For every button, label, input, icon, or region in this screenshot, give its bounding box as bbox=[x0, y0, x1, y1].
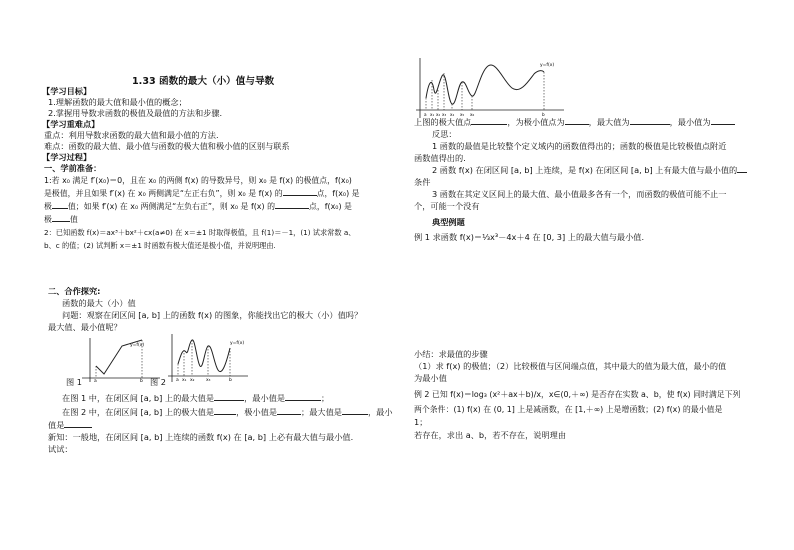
prep-line-3 bbox=[44, 202, 352, 213]
blank bbox=[52, 208, 68, 209]
obs-1-end: ； bbox=[321, 393, 330, 403]
observation-1 bbox=[62, 393, 329, 404]
example-1: 例 1 求函数 f(x)＝⅓x³－4x＋4 在 [0, 3] 上的最大值与最小值. bbox=[414, 232, 645, 242]
obs-2-mid3: ，最小 bbox=[367, 407, 393, 417]
fig2-label-x3: x₃ bbox=[206, 378, 211, 383]
blank bbox=[342, 414, 368, 415]
prep-line-3-a: 极 bbox=[44, 202, 52, 211]
fig2-label-x2: x₂ bbox=[190, 378, 195, 383]
graph-tick-x6: x₆ bbox=[470, 112, 475, 117]
prep-line-2 bbox=[44, 189, 360, 200]
fig1-label-a: a bbox=[94, 379, 97, 384]
obs-1-mid: ，最小值是 bbox=[244, 393, 286, 403]
blank bbox=[214, 414, 236, 415]
graph-tick-a: a bbox=[424, 112, 427, 117]
prep-line-3-mid: 值；如果 f′(x) 在 x₀ 两侧满足“左负右正”，则 x₀ 是 f(x) 的 bbox=[67, 202, 275, 211]
prep-line-2-tail: 点，f(x₀) 是 bbox=[316, 189, 360, 198]
fig2-label-b: b bbox=[229, 378, 232, 383]
fig2-label-a: a bbox=[176, 378, 179, 383]
coop-subtitle: 函数的最大（小）值 bbox=[62, 298, 136, 308]
prep-line-4 bbox=[44, 215, 78, 226]
goal-2: 2.掌握用导数求函数的极值及最值的方法和步骤. bbox=[48, 108, 223, 118]
fig1-label-b: b bbox=[140, 379, 143, 384]
reflection-1a: 1 函数的最值是比较整个定义域内的函数值得出的；函数的极值是比较极值点附近 bbox=[432, 141, 727, 151]
section-key: 【学习重难点】 bbox=[42, 119, 100, 129]
right-line-1-text: 上图的极大值点 bbox=[414, 117, 472, 127]
figure-1-graph bbox=[82, 338, 162, 382]
extremum-graph bbox=[416, 58, 566, 118]
example-2-line-4: 若存在，求出 a、b，若不存在，说明理由 bbox=[414, 430, 567, 440]
goal-1: 1.理解函数的最大值和最小值的概念； bbox=[48, 97, 187, 107]
key-focus: 重点：利用导数求函数的最大值和最小值的方法. bbox=[44, 130, 219, 140]
blank bbox=[630, 124, 670, 125]
blank bbox=[471, 124, 507, 125]
prep-line-2-text: 是极值，并且如果 f′(x) 在 x₀ 两侧满足“左正右负”，则 x₀ 是 f(x) 的 bbox=[44, 189, 283, 198]
reflection-3a: 3 函数在其定义区间上的最大值、最小值最多各有一个，而函数的极值可能不止一 bbox=[432, 189, 727, 199]
blank bbox=[275, 208, 309, 209]
graph-curve-label: y=f(x) bbox=[540, 63, 555, 68]
observation-2 bbox=[62, 407, 393, 418]
blank bbox=[285, 400, 321, 401]
prep-line-1: 1:若 x₀ 满足 f′(x₀)＝0，且在 x₀ 的两侧 f(x) 的导数异号，则 x₀ 是 f(x) 的极值点，f(x₀) bbox=[44, 176, 352, 185]
prep-2-line-2: b、c 的值；(2) 试判断 x＝±1 时函数有极大值还是极小值，并说明理由. bbox=[44, 241, 276, 250]
blank bbox=[64, 427, 92, 428]
blank bbox=[277, 414, 301, 415]
obs-2-mid: ，极小值是 bbox=[236, 407, 278, 417]
obs-3-text: 值是 bbox=[48, 420, 65, 430]
fig2-curve-label: y=f(x) bbox=[230, 341, 245, 346]
section-process: 【学习过程】 bbox=[42, 152, 92, 162]
examples-title: 典型例题 bbox=[432, 217, 465, 227]
right-line-1-mid2: ，最大值为 bbox=[588, 117, 630, 127]
summary-1: （1）求 f(x) 的极值；（2）比较极值与区间端点值，其中最大的值为最大值，最小的值 bbox=[414, 361, 727, 371]
obs-1-text: 在图 1 中，在闭区间 [a, b] 上的最大值是 bbox=[62, 393, 215, 403]
example-2-line-3: 1； bbox=[414, 417, 428, 427]
right-line-1-mid3: ，最小值为 bbox=[669, 117, 711, 127]
graph-tick-x2: x₂ bbox=[436, 112, 441, 117]
graph-tick-x1: x₁ bbox=[430, 112, 435, 117]
obs-2-text: 在图 2 中，在闭区间 [a, b] 上的极大值是 bbox=[62, 407, 215, 417]
page-title: 1.33 函数的最大（小）值与导数 bbox=[132, 76, 275, 87]
graph-tick-x4: x₄ bbox=[450, 112, 455, 117]
summary-title: 小结：求最值的步骤 bbox=[414, 349, 488, 359]
coop-title: 二、合作探究: bbox=[48, 286, 101, 296]
obs-2-mid2: ；最大值是 bbox=[301, 407, 342, 417]
try-it: 试试： bbox=[48, 444, 73, 454]
fig2-curve bbox=[178, 340, 230, 372]
summary-2: 为最小值 bbox=[414, 373, 447, 383]
reflection-1b: 函数值得出的. bbox=[414, 153, 466, 163]
fig2-label-x1: x₁ bbox=[182, 378, 187, 383]
reflection-3b: 个，可能一个没有 bbox=[414, 201, 480, 211]
blank bbox=[737, 172, 747, 173]
figure-2-caption: 图 2 bbox=[150, 377, 166, 387]
prep-2-line-1: 2：已知函数 f(x)＝ax³＋bx²＋cx(a≠0) 在 x＝±1 时取得极值，且 f(1)＝－1，(1) 试求常数 a、 bbox=[44, 228, 356, 237]
blank bbox=[214, 400, 244, 401]
blank bbox=[283, 195, 317, 196]
reflection-2b: 条件 bbox=[414, 177, 431, 187]
figure-1-caption: 图 1 bbox=[66, 377, 82, 387]
reflection-2 bbox=[432, 165, 747, 176]
prep-line-4-tail: 值 bbox=[69, 215, 78, 224]
figure-2-graph bbox=[168, 334, 248, 382]
reflection-2-text: 2 函数 f(x) 在闭区间 [a, b] 上连续，是 f(x) 在闭区间 [a, b] 上有最大值与最小值的 bbox=[432, 165, 738, 175]
graph-tick-x5: x₅ bbox=[460, 112, 465, 117]
right-line-1 bbox=[414, 117, 735, 128]
question-line-2: 最大值、最小值呢？ bbox=[48, 322, 122, 332]
blank bbox=[52, 221, 70, 222]
prep-title: 一、学前准备： bbox=[44, 163, 102, 173]
example-2-line-1: 例 2 已知 f(x)＝log₃ (x²＋ax＋b)/x，x∈(0,＋∞) 是否存在实数 a、b，使 f(x) 同时满足下列 bbox=[414, 390, 741, 399]
right-line-1-mid: ，为极小值点为 bbox=[507, 117, 565, 127]
graph-tick-x3: x₃ bbox=[442, 112, 447, 117]
graph-tick-b: b bbox=[542, 112, 545, 117]
fig1-curve-label: y=f(x) bbox=[130, 343, 145, 348]
reflection-title: 反思： bbox=[432, 129, 457, 139]
prep-line-3-tail: 点，f(x₀) 是 bbox=[308, 202, 352, 211]
observation-3 bbox=[48, 420, 92, 431]
prep-line-4-a: 极 bbox=[44, 215, 52, 224]
question-line-1: 问题：观察在闭区间 [a, b] 上的函数 f(x) 的图象，你能找出它的极大（小）值吗？ bbox=[62, 310, 363, 320]
section-goals: 【学习目标】 bbox=[42, 86, 92, 96]
new-knowledge: 新知：一般地，在闭区间 [a, b] 上连续的函数 f(x) 在 [a, b] 上必有最大值与最小值. bbox=[48, 432, 354, 442]
example-2-line-2: 两个条件：(1) f(x) 在 (0, 1] 上是减函数，在 [1,＋∞) 上是增函数；(2) f(x) 的最小值是 bbox=[414, 405, 723, 414]
blank bbox=[711, 124, 735, 125]
blank bbox=[565, 124, 589, 125]
key-difficulty: 难点：函数的最大值、最小值与函数的极大值和极小值的区别与联系 bbox=[44, 141, 290, 151]
